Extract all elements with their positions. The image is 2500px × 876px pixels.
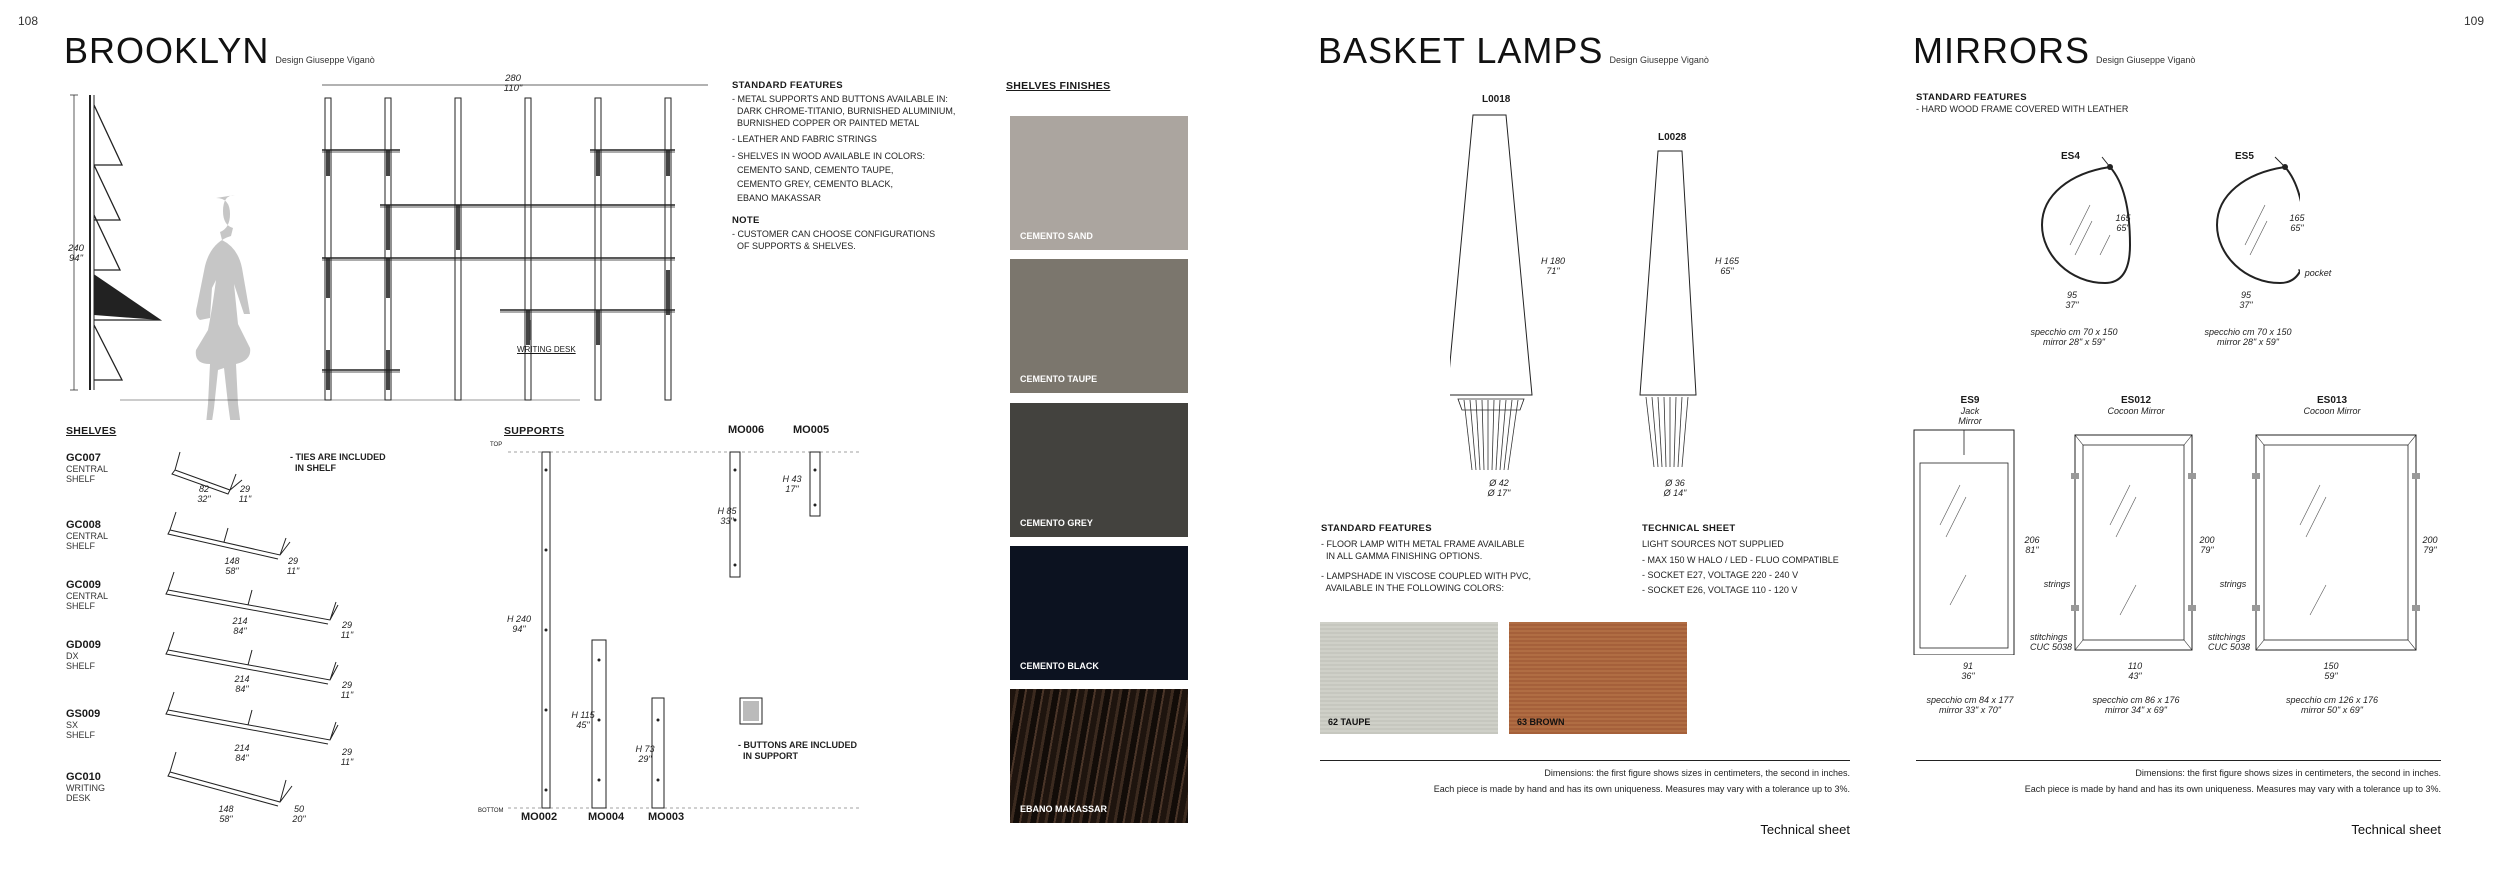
features-heading: STANDARD FEATURES: [732, 80, 843, 91]
basket-lamps-header: [1318, 30, 1709, 71]
mirror-height-dim: 165 65": [2115, 213, 2131, 233]
page-title: BASKET LAMPS: [1318, 30, 1604, 71]
support-height-dim: H 115 45": [571, 710, 595, 730]
mirror-width-dim: 150 59": [2323, 661, 2339, 681]
support-code: MO005: [793, 424, 830, 436]
note-text: - CUSTOMER CAN CHOOSE CONFIGURATIONS OF SUPPORTS & SHELVES.: [732, 229, 936, 251]
finish-label: CEMENTO TAUPE: [1020, 374, 1098, 384]
finish-swatch-ebano-makassar: [1010, 689, 1188, 823]
page-title: BROOKLYN: [64, 30, 270, 71]
footer-dimensions-note: Dimensions: the first figure shows sizes in centimeters, the second in inches.: [2135, 768, 2441, 778]
pocket-label: pocket: [2304, 268, 2332, 278]
tech-item: - MAX 150 W HALO / LED - FLUO COMPATIBLE: [1642, 555, 1839, 565]
lamps-footer: [1320, 765, 1850, 797]
designer-credit: Design Giuseppe Viganò: [1609, 55, 1709, 65]
tech-item: - SOCKET E27, VOLTAGE 220 - 240 V: [1642, 570, 1799, 580]
mirror-name: Cocoon Mirror: [2303, 406, 2361, 416]
strings-label: strings: [2219, 579, 2247, 589]
shelf-width-dim: 214 84": [234, 743, 250, 763]
page-number-left: 108: [18, 14, 39, 28]
tech-item: LIGHT SOURCES NOT SUPPLIED: [1642, 539, 1784, 549]
shelf-depth-dim: 29 11": [238, 484, 252, 504]
mirror-height-dim: 200 79": [2422, 535, 2438, 555]
shelves-heading: SHELVES: [66, 425, 117, 437]
mirror-width-dim: 95 37": [2239, 290, 2253, 310]
shelf-width-dim: 214 84": [234, 674, 250, 694]
mirrors-footer: [1916, 765, 2441, 797]
top-label: TOP: [490, 442, 503, 448]
buttons-note: - BUTTONS ARE INCLUDED IN SUPPORT: [738, 740, 857, 761]
shelf-code: GS009: [66, 708, 101, 720]
feature-item: - FLOOR LAMP WITH METAL FRAME AVAILABLE IN ALL GAMMA FINISHING OPTIONS.: [1321, 539, 1525, 561]
mirror-width-dim: 91 36": [1961, 661, 1975, 681]
strings-label: strings: [2043, 579, 2071, 589]
mirror-width-dim: 95 37": [2065, 290, 2079, 310]
mirror-spec: specchio cm 70 x 150 mirror 28" x 59": [2204, 327, 2292, 347]
shelf-desc: CENTRAL SHELF: [66, 464, 108, 484]
finish-swatch-cemento-sand: [1010, 116, 1188, 250]
lamp-drawings: [1450, 105, 1700, 475]
oval-mirror-drawings: [2030, 155, 2300, 295]
lamp-diameter-dim: Ø 36 Ø 14": [1663, 478, 1687, 498]
shelf-code: GC010: [66, 771, 101, 783]
feature-item: - METAL SUPPORTS AND BUTTONS AVAILABLE IN: DARK CHROME-TITANIO, BURNISHED ALUMINIUM, BURNISHED COPPER OR PAINTED METAL: [732, 94, 956, 128]
shelf-code: GC008: [66, 519, 101, 531]
shelf-code: GC009: [66, 579, 101, 591]
shelf-depth-dim: 29 11": [286, 556, 300, 576]
support-code: MO006: [728, 424, 765, 436]
support-drawings: [500, 440, 870, 820]
swatch-label: 63 BROWN: [1517, 717, 1565, 727]
mirror-code: ES013: [2316, 395, 2348, 406]
mirror-width-dim: 110 43": [2127, 661, 2143, 681]
features-heading: STANDARD FEATURES: [1321, 523, 1432, 534]
lamp-technical-sheet: [1642, 523, 1872, 596]
rect-mirror-drawings: [1910, 425, 2430, 655]
mirror-height-dim: 165 65": [2289, 213, 2305, 233]
feature-item: - SHELVES IN WOOD AVAILABLE IN COLORS: CEMENTO SAND, CEMENTO TAUPE, CEMENTO GREY, CEMENTO BLACK, EBANO MAKASSAR: [732, 151, 926, 203]
lampshade-swatch-taupe: [1320, 622, 1498, 734]
technical-sheet-label: Technical sheet: [2351, 822, 2441, 837]
support-height-dim: H 43 17": [782, 474, 802, 494]
finish-label: CEMENTO BLACK: [1020, 661, 1099, 671]
writing-desk-label: WRITING DESK: [517, 345, 576, 354]
lampshade-swatch-brown: [1509, 622, 1687, 734]
mirror-spec: specchio cm 86 x 176 mirror 34" x 69": [2092, 695, 2180, 715]
shelf-desc: CENTRAL SHELF: [66, 531, 108, 551]
feature-item: - LAMPSHADE IN VISCOSE COUPLED WITH PVC, AVAILABLE IN THE FOLLOWING COLORS:: [1321, 571, 1532, 593]
technical-sheet-label: Technical sheet: [1760, 822, 1850, 837]
feature-item: - LEATHER AND FABRIC STRINGS: [732, 134, 877, 144]
lamp-features: [1321, 523, 1561, 594]
lamp-code: L0028: [1658, 132, 1687, 143]
mirror-code: ES4: [2061, 151, 2080, 162]
support-height-dim: H 85 33": [717, 506, 737, 526]
page-title: MIRRORS: [1913, 30, 2090, 71]
finishes-heading: SHELVES FINISHES: [1006, 80, 1111, 92]
note-heading: NOTE: [732, 215, 760, 226]
support-code: MO003: [648, 811, 685, 823]
ties-note: - TIES ARE INCLUDED IN SHELF: [290, 452, 386, 473]
lamp-diameter-dim: Ø 42 Ø 17": [1487, 478, 1511, 498]
shelf-depth-dim: 50 20": [292, 804, 306, 824]
footer-rule: [1320, 760, 1850, 761]
feature-item: - HARD WOOD FRAME COVERED WITH LEATHER: [1916, 104, 2129, 114]
features-heading: STANDARD FEATURES: [1916, 92, 2027, 103]
lamp-code: L0018: [1482, 94, 1511, 105]
brooklyn-features: [732, 80, 972, 252]
mirrors-header: [1913, 30, 2196, 71]
mirror-es013-title: [2292, 395, 2372, 416]
designer-credit: Design Giuseppe Viganò: [275, 55, 375, 65]
shelf-depth-dim: 29 11": [340, 747, 354, 767]
support-code: MO002: [521, 811, 558, 823]
shelf-desc: DX SHELF: [66, 651, 96, 671]
bottom-label: BOTTOM: [478, 808, 504, 814]
shelf-width-dim: 82 32": [197, 484, 211, 504]
mirror-height-dim: 200 79": [2199, 535, 2215, 555]
tech-item: - SOCKET E26, VOLTAGE 110 - 120 V: [1642, 585, 1798, 595]
lamp-height-dim: H 165 65": [1714, 256, 1740, 276]
mirror-code: ES5: [2235, 151, 2254, 162]
tech-heading: TECHNICAL SHEET: [1642, 523, 1736, 534]
mirror-code: ES012: [2120, 395, 2152, 406]
shelf-depth-dim: 29 11": [340, 680, 354, 700]
page-number-right: 109: [2464, 14, 2485, 28]
shelf-code: GC007: [66, 452, 101, 464]
shelf-width-dim: 214 84": [232, 616, 248, 636]
shelf-width-dim: 148 58": [218, 804, 234, 824]
mirror-name: Jack Mirror: [1958, 406, 1982, 426]
finish-label: CEMENTO GREY: [1020, 518, 1093, 528]
lamp-height-dim: H 180 71": [1540, 256, 1566, 276]
mirror-features: [1916, 92, 2128, 115]
footer-rule: [1916, 760, 2441, 761]
mirror-es012-title: [2096, 395, 2176, 416]
shelf-desc: SX SHELF: [66, 720, 96, 740]
stitchings-label: stitchings CUC 5038: [2208, 632, 2251, 652]
mirror-es9-title: [1948, 395, 1992, 426]
shelf-code: GD009: [66, 639, 101, 651]
footer-dimensions-note: Dimensions: the first figure shows sizes in centimeters, the second in inches.: [1544, 768, 1850, 778]
footer-tolerance-note: Each piece is made by hand and has its own uniqueness. Measures may vary with a tolerance up to 3%.: [1433, 784, 1850, 794]
supports-heading: SUPPORTS: [504, 425, 565, 437]
overall-height-dim: 240 94": [68, 243, 84, 264]
swatch-label: 62 TAUPE: [1328, 717, 1371, 727]
stitchings-label: stitchings CUC 5038: [2030, 632, 2073, 652]
mirror-code: ES9: [1960, 395, 1980, 406]
shelf-width-dim: 148 58": [224, 556, 240, 576]
brooklyn-header: [64, 30, 375, 71]
finish-label: EBANO MAKASSAR: [1020, 804, 1108, 814]
shelf-desc: CENTRAL SHELF: [66, 591, 108, 611]
brooklyn-elevation-drawing: [60, 70, 710, 420]
overall-width-dim: 280 110": [503, 73, 523, 94]
support-height-dim: H 73 29": [635, 744, 655, 764]
mirror-spec: specchio cm 126 x 176 mirror 50" x 69": [2285, 695, 2379, 715]
mirror-spec: specchio cm 70 x 150 mirror 28" x 59": [2030, 327, 2118, 347]
mirror-spec: specchio cm 84 x 177 mirror 33" x 70": [1926, 695, 2014, 715]
finish-swatch-cemento-grey: [1010, 403, 1188, 537]
finish-swatch-cemento-black: [1010, 546, 1188, 680]
support-code: MO004: [588, 811, 625, 823]
designer-credit: Design Giuseppe Viganò: [2096, 55, 2196, 65]
finish-label: CEMENTO SAND: [1020, 231, 1093, 241]
support-height-dim: H 240 94": [506, 614, 532, 634]
footer-tolerance-note: Each piece is made by hand and has its own uniqueness. Measures may vary with a tolerance up to 3%.: [2024, 784, 2441, 794]
mirror-name: Cocoon Mirror: [2107, 406, 2165, 416]
finish-swatch-cemento-taupe: [1010, 259, 1188, 393]
shelf-depth-dim: 29 11": [340, 620, 354, 640]
shelf-desc: WRITING DESK: [66, 783, 105, 803]
mirror-height-dim: 206 81": [2024, 535, 2040, 555]
